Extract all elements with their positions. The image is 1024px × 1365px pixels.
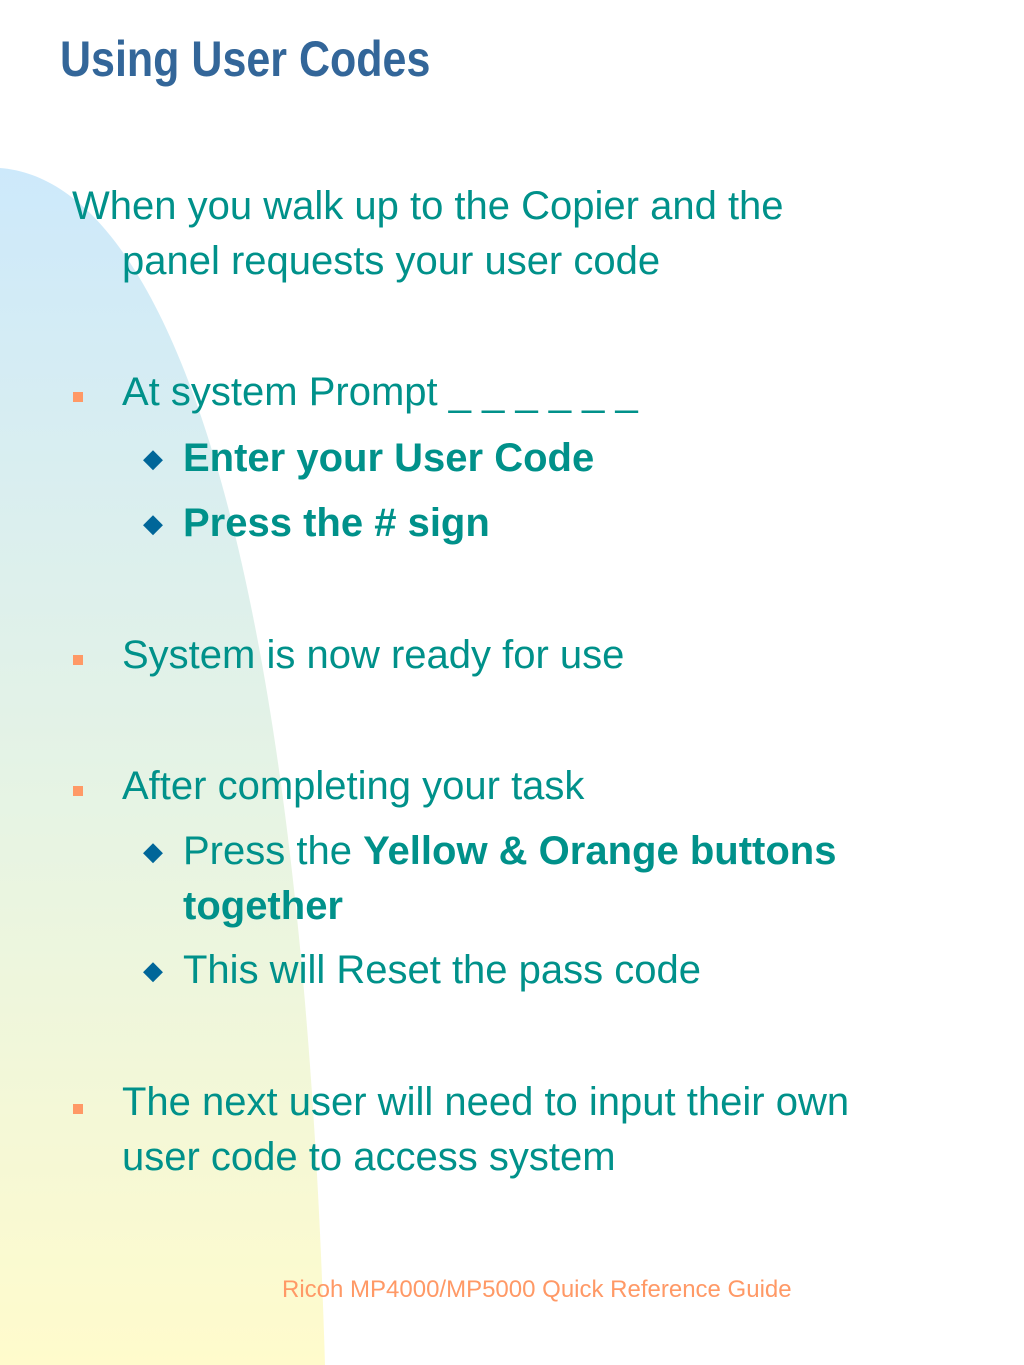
square-bullet-icon [73,392,83,402]
footer-text: Ricoh MP4000/MP5000 Quick Reference Guide [282,1276,792,1303]
intro-line-1: When you walk up to the Copier and the [72,184,784,228]
diamond-bullet-icon: ◆ [143,837,163,867]
diamond-bullet-icon: ◆ [143,444,163,474]
bullet-1-text: At system Prompt _ _ _ _ _ _ [122,370,638,414]
intro-line-2: panel requests your user code [122,239,661,283]
sub-bullet-bold-continued: together [183,884,343,928]
sub-bullet-prefix: Press the [183,829,364,873]
sub-bullet-bold-text: Yellow & Orange buttons [363,829,837,873]
square-bullet-icon [73,786,83,796]
square-bullet-icon [73,1104,83,1114]
square-bullet-icon [73,655,83,665]
diamond-bullet-icon: ◆ [143,509,163,539]
sub-bullet-enter-user-code: Enter your User Code [183,436,595,480]
sub-bullet-reset-pass-code: This will Reset the pass code [183,948,702,992]
sub-bullet-press-buttons [183,823,836,879]
sub-bullet-press-hash: Press the # sign [183,501,490,545]
bullet-2-text: System is now ready for use [122,633,625,677]
bullet-3-text: After completing your task [122,764,585,808]
bullet-4-line-1: The next user will need to input their own [122,1080,850,1124]
diamond-bullet-icon: ◆ [143,956,163,986]
bullet-4-line-2: user code to access system [122,1135,616,1179]
page-title: Using User Codes [60,31,431,87]
